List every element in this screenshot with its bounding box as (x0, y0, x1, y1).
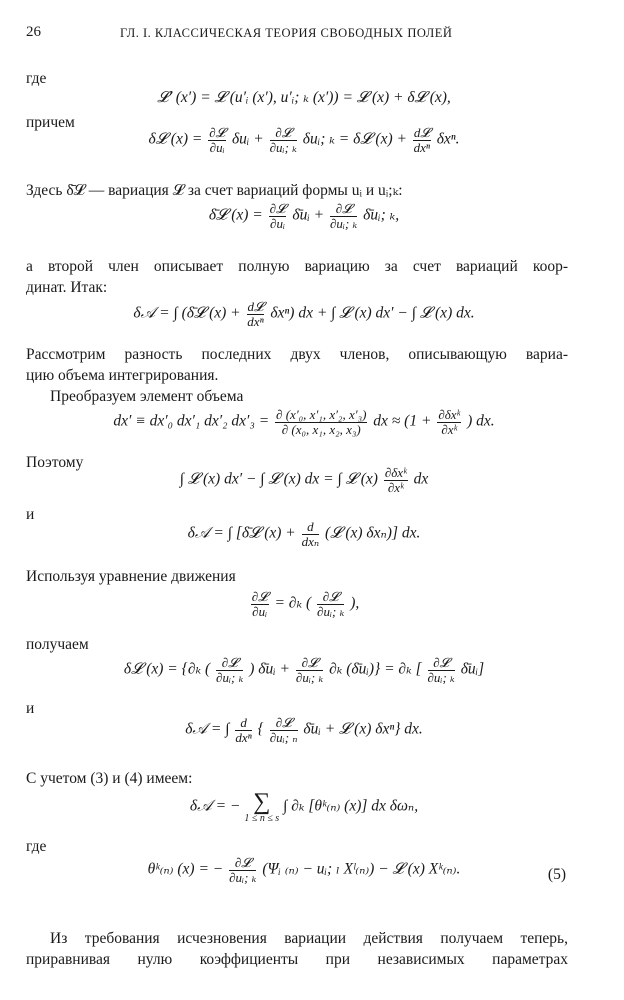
equation (40, 590, 568, 618)
numerator: d (302, 520, 320, 535)
equation (40, 790, 568, 824)
eq-part: dx (413, 470, 429, 488)
fraction (413, 126, 431, 154)
equation (40, 300, 568, 328)
numerator: ∂𝓛 (229, 856, 256, 871)
fraction (251, 590, 269, 618)
eq-part: dx′ ≡ dx′₀ dx′₁ dx′₂ dx′₃ = (113, 412, 270, 430)
equation (40, 466, 568, 494)
denominator: ∂uᵢ (252, 603, 268, 619)
eq-part: δ̄uᵢ + (292, 206, 325, 224)
equation (40, 520, 568, 548)
fraction (229, 856, 256, 884)
eq-part: δ̄uᵢ; ₖ, (363, 206, 400, 224)
denominator: ∂uᵢ (270, 215, 286, 231)
equation (40, 656, 568, 684)
fraction (275, 408, 367, 436)
fraction (302, 520, 320, 548)
numerator: d𝓛 (413, 125, 430, 140)
eq-part: δ𝒜 = ∫ (185, 720, 230, 738)
fraction (330, 202, 357, 230)
eq-part: (Ψᵢ ₍ₙ₎ − uᵢ; ₗ Xˡ₍ₙ₎) − 𝓛 (x) Xᵏ₍ₙ₎. (262, 860, 461, 878)
fraction (437, 408, 461, 436)
numerator: ∂δxᵏ (438, 407, 461, 422)
eq-part: δ𝓛 (x) = (148, 130, 203, 148)
equation (40, 716, 568, 744)
numerator: ∂𝓛 (270, 716, 298, 731)
eq-part: ), (350, 594, 360, 612)
eq-part: = ∂ₖ ( (274, 594, 312, 612)
fraction (384, 466, 408, 494)
text-line: и (26, 700, 35, 717)
eq-part: δ𝒜 = ∫ [δ̄𝓛 (x) + (187, 524, 296, 542)
equation: 𝓛′ (x′) = 𝓛 (u′ᵢ (x′), u′ᵢ; ₖ (x′)) = 𝓛 (x) + δ𝓛 (x), (157, 89, 451, 106)
eq-part: δxⁿ. (436, 130, 460, 148)
fraction (270, 126, 297, 154)
fraction (270, 716, 298, 744)
summation: ∑ 1 ≤ n ≤ s (244, 789, 280, 824)
eq-part: δ𝓛 (x) = {∂ₖ ( (123, 660, 211, 678)
eq-part: dx ≈ (1 + (373, 412, 432, 430)
denominator: ∂uᵢ; ₖ (295, 669, 324, 685)
text-line: Здесь δ̄𝓛 — вариация 𝓛 за счет вариаций формы uᵢ и uᵢ;ₖ: (26, 182, 403, 199)
summation-range: 1 ≤ n ≤ s (244, 813, 280, 824)
numerator: ∂𝓛 (269, 201, 286, 216)
eq-part: δxⁿ) dx + ∫ 𝓛 (x) dx′ − ∫ 𝓛 (x) dx. (270, 304, 475, 322)
eq-part: ∂ₖ (δ̄uᵢ)} = ∂ₖ [ (329, 660, 422, 678)
numerator: ∂𝓛 (317, 590, 344, 605)
text-line: Преобразуем элемент объема (50, 388, 244, 405)
denominator: ∂uᵢ; ₖ (427, 669, 455, 685)
numerator: ∂𝓛 (209, 125, 226, 140)
denominator: dxⁿ (235, 729, 252, 745)
equation (40, 856, 568, 884)
denominator: ∂uᵢ (209, 139, 225, 155)
numerator: ∂𝓛 (216, 656, 243, 671)
equation-number: (5) (547, 866, 566, 883)
text-line: где (26, 70, 47, 87)
fraction (208, 126, 226, 154)
fraction (317, 590, 344, 618)
text-line: динат. Итак: (26, 279, 108, 296)
text-line: Из требования исчезновения вариации действия получаем теперь, (50, 930, 568, 947)
denominator: dxⁿ (413, 139, 431, 155)
equation (40, 408, 568, 436)
text-line: Рассмотрим разность последних двух членов, описывающую вариа- (26, 346, 568, 363)
running-header: ГЛ. I. КЛАССИЧЕСКАЯ ТЕОРИЯ СВОБОДНЫХ ПОЛЕЙ (120, 26, 453, 40)
eq-part: δ̄𝓛 (x) = (208, 206, 263, 224)
fraction (216, 656, 243, 684)
fraction (269, 202, 287, 230)
eq-part: δ𝒜 = − (189, 797, 241, 815)
numerator: ∂ (x′₀, x′₁, x′₂, x′₃) (276, 407, 367, 422)
numerator: ∂𝓛 (428, 656, 455, 671)
text-line: а второй член описывает полную вариацию за счет вариаций коор- (26, 258, 568, 275)
denominator: ∂uᵢ; ₖ (216, 669, 244, 685)
numerator: ∂𝓛 (296, 656, 323, 671)
text-line: причем (26, 114, 75, 131)
equation (40, 202, 568, 230)
denominator: ∂uᵢ; ₖ (269, 139, 297, 155)
numerator: ∂𝓛 (270, 126, 297, 141)
denominator: dxⁿ (247, 313, 264, 329)
numerator: ∂𝓛 (330, 202, 357, 217)
denominator: ∂uᵢ; ₖ (317, 603, 345, 619)
eq-part: θᵏ₍ₙ₎ (x) = − (147, 860, 224, 878)
numerator: ∂𝓛 (251, 589, 268, 604)
denominator: ∂xᵏ (387, 479, 404, 495)
numerator: ∂δxᵏ (384, 465, 407, 480)
denominator: ∂uᵢ; ₖ (329, 215, 358, 231)
denominator: ∂uᵢ; ₖ (229, 869, 257, 885)
text-line: Используя уравнение движения (26, 568, 236, 585)
eq-part: δuᵢ + (231, 130, 264, 148)
text-line: цию объема интегрирования. (26, 367, 219, 384)
denominator: ∂uᵢ; ₙ (269, 729, 298, 745)
text-line: где (26, 838, 47, 855)
eq-part: ) dx. (467, 412, 495, 430)
text-line: приравнивая нулю коэффициенты при независимых параметрах (26, 951, 568, 968)
fraction (428, 656, 455, 684)
text-line: Поэтому (26, 454, 84, 471)
numerator: d (235, 716, 251, 731)
fraction (235, 716, 251, 744)
eq-part: { (257, 720, 264, 738)
denominator: ∂xᵏ (441, 421, 458, 437)
fraction (247, 300, 265, 328)
eq-part: δuᵢ; ₖ = δ𝓛 (x) + (302, 130, 407, 148)
eq-part: δ̄uᵢ] (460, 660, 485, 678)
eq-part: (𝓛 (x) δxₙ)] dx. (325, 524, 421, 542)
eq-part: ∫ ∂ₖ [θᵏ₍ₙ₎ (x)] dx δωₙ, (283, 797, 419, 815)
eq-part: δ𝒜 = ∫ (δ̄𝓛 (x) + (133, 304, 241, 322)
denominator: dxₙ (301, 533, 320, 549)
equation (40, 126, 568, 154)
text-line: С учетом (3) и (4) имеем: (26, 770, 193, 787)
eq-part: δ̄uᵢ + 𝓛 (x) δxⁿ} dx. (303, 720, 423, 738)
eq-part: ) δ̄uᵢ + (249, 660, 291, 678)
eq-part: ∫ 𝓛 (x) dx′ − ∫ 𝓛 (x) dx = ∫ 𝓛 (x) (179, 470, 378, 488)
text-line: и (26, 506, 35, 523)
denominator: ∂ (x₀, x₁, x₂, x₃) (281, 421, 361, 437)
numerator: d𝓛 (247, 299, 264, 314)
text-line: получаем (26, 636, 89, 653)
fraction (296, 656, 323, 684)
page-number: 26 (26, 24, 41, 40)
